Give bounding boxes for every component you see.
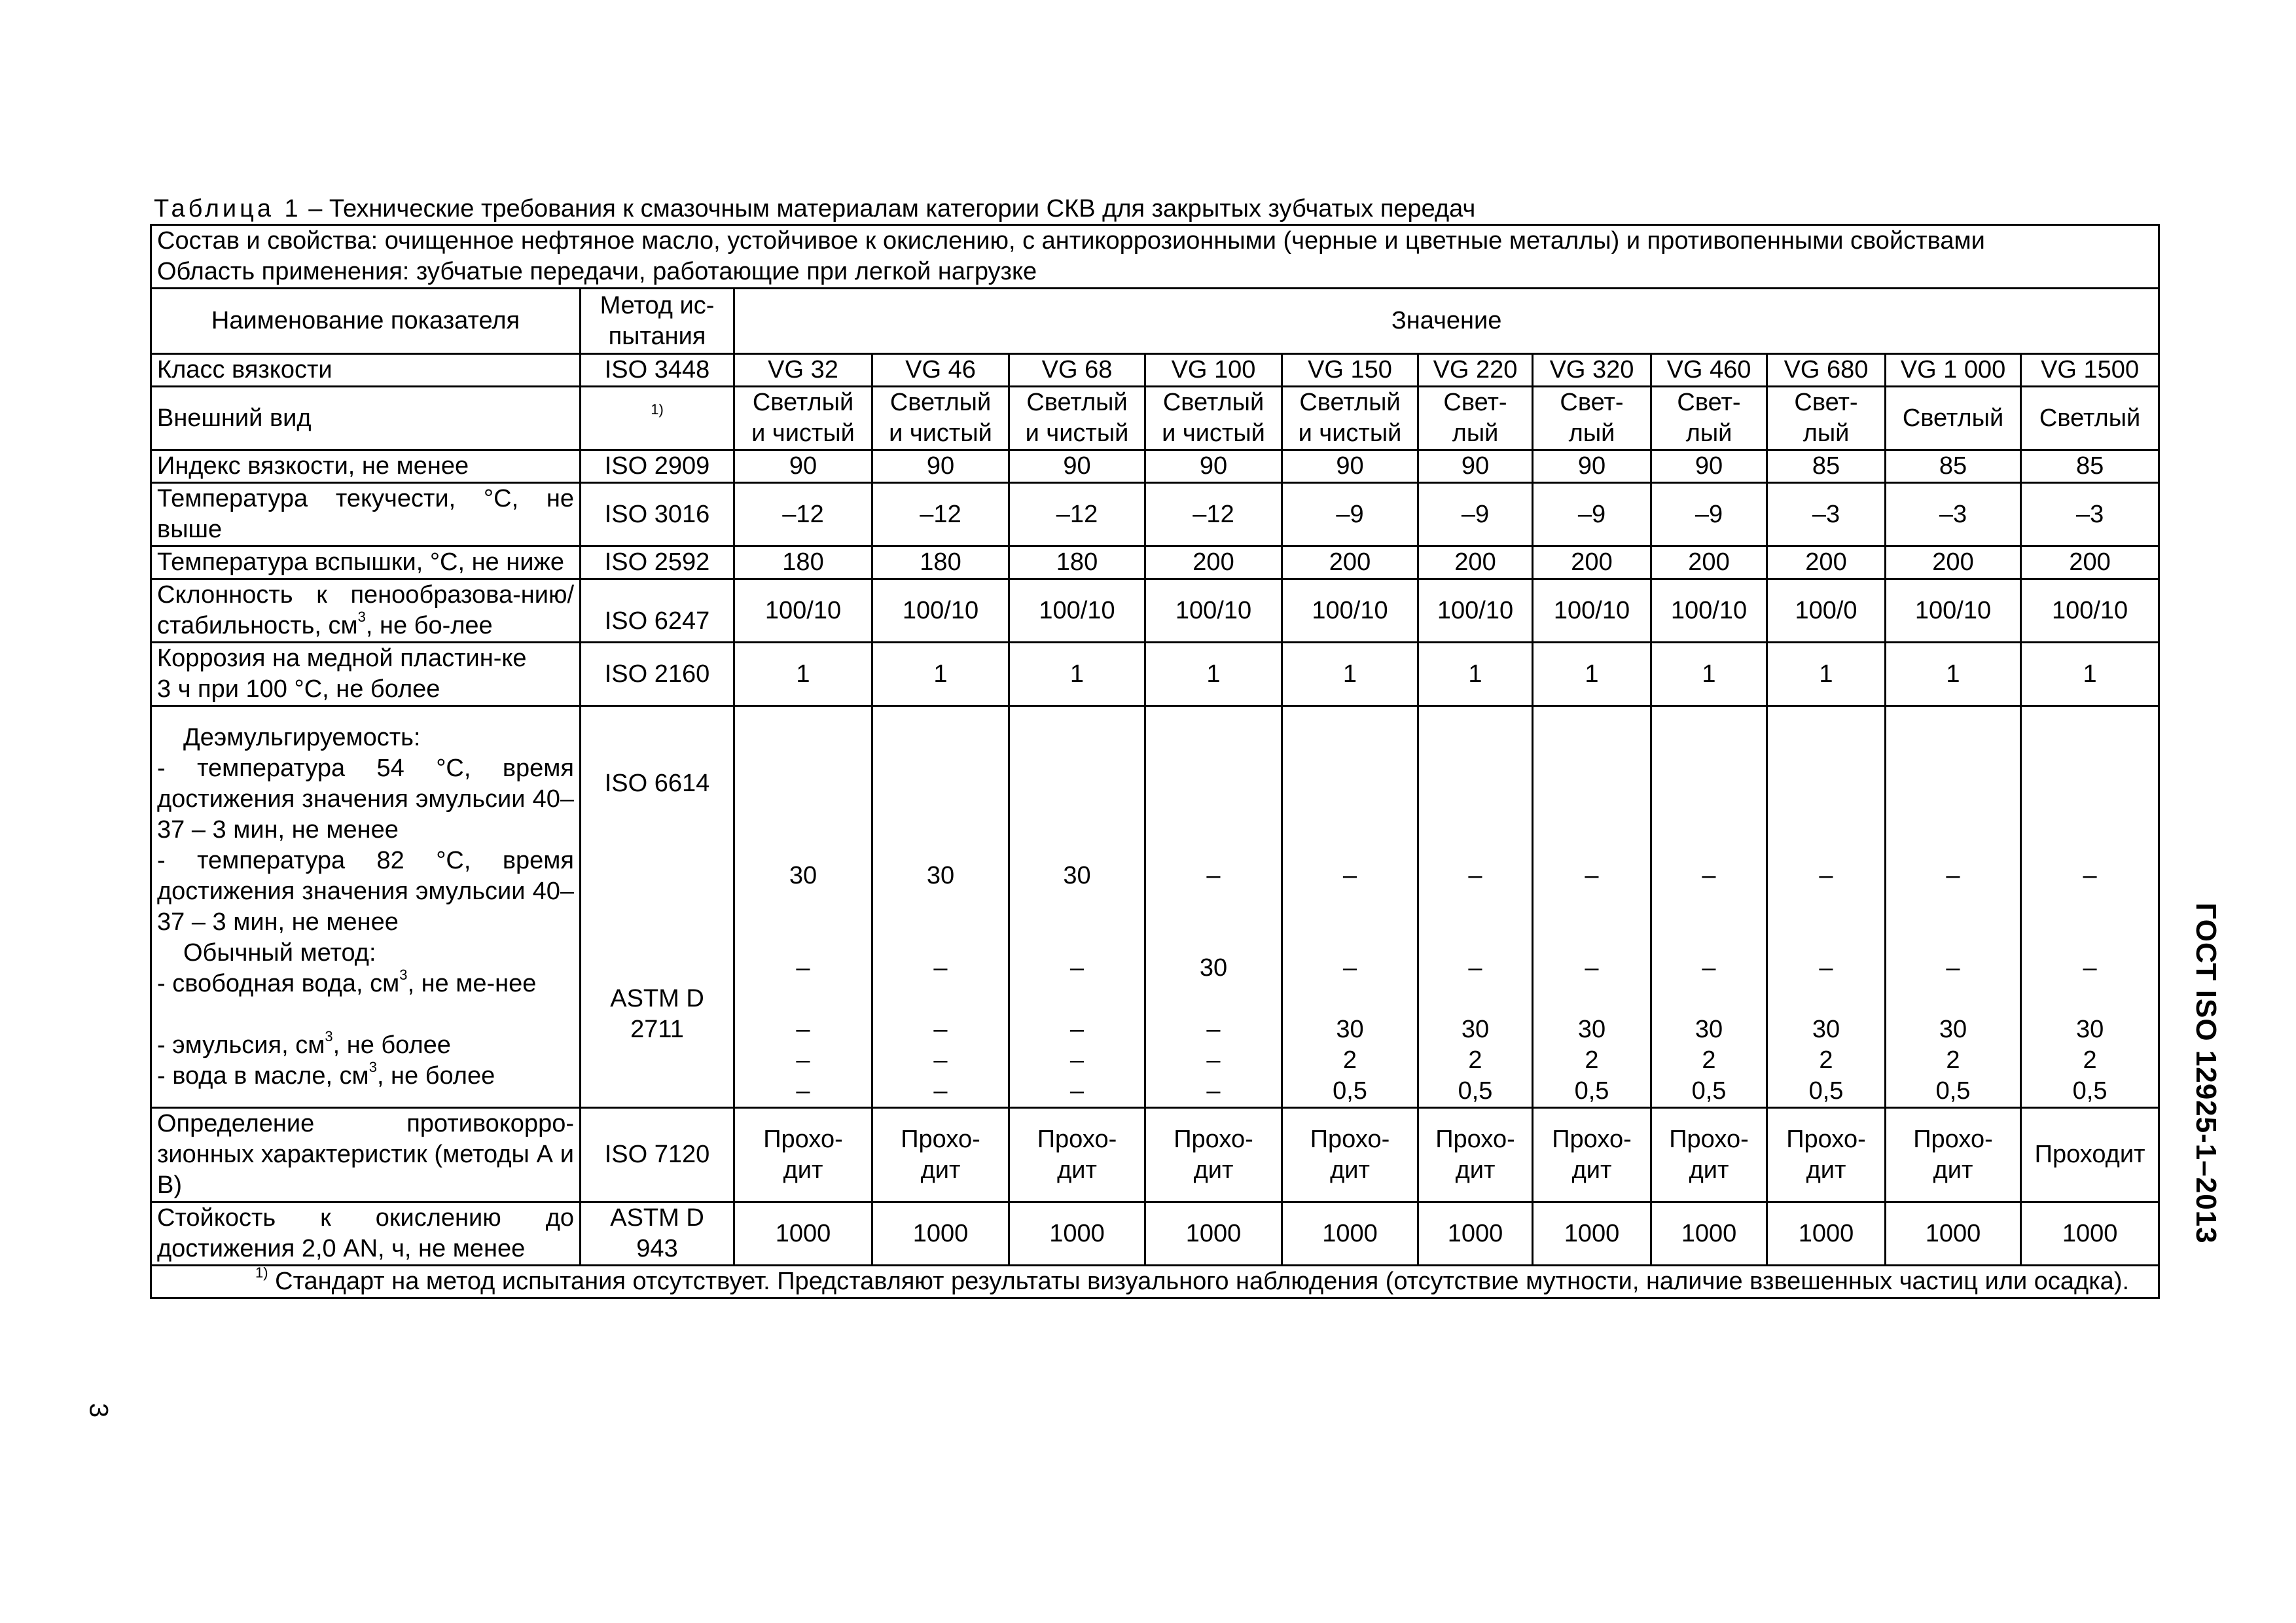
footnote-cell — [151, 1266, 2159, 1298]
demul-value: 30 — [1336, 1016, 1364, 1043]
unit-sup: 3 — [325, 1027, 333, 1044]
row-demulsibility — [151, 706, 2159, 1108]
row-method: ISO 2160 — [581, 643, 734, 706]
value-cell: –3 — [1767, 483, 1886, 546]
value-cell — [1533, 706, 1651, 1108]
value-cell: 100/10 — [1533, 579, 1651, 643]
demul-value: – — [1585, 862, 1599, 889]
row-method: ISO 3448 — [581, 354, 734, 387]
value-cell: Светлый — [1886, 387, 2021, 450]
value-cell: 100/10 — [1418, 579, 1533, 643]
value-cell: –12 — [1145, 483, 1282, 546]
standard-designation-text: ГОСТ ISO 12925-1–2013 — [2190, 902, 2222, 1244]
demul-sub2: - температура 82 °С, время достижения значения эмульсии 40–37 – 3 мин, не менее — [157, 846, 574, 936]
value-cell: –3 — [2021, 483, 2159, 546]
page-number — [79, 1391, 118, 1430]
row-method: ASTM D 943 — [581, 1202, 734, 1266]
demul-value: – — [933, 1046, 948, 1074]
header-value: Значение — [734, 289, 2159, 354]
demul-value: 0,5 — [1808, 1077, 1844, 1105]
demul-value: – — [1819, 862, 1833, 889]
value-cell: VG 1500 — [2021, 354, 2159, 387]
value-cell — [1282, 706, 1418, 1108]
value-cell: 90 — [1282, 450, 1418, 483]
value-cell: –12 — [872, 483, 1009, 546]
row-anticorrosion — [151, 1108, 2159, 1202]
value-cell: VG 220 — [1418, 354, 1533, 387]
demul-value: 30 — [789, 862, 817, 889]
demul-value: 2 — [1702, 1046, 1716, 1074]
row-name: Внешний вид — [151, 387, 581, 450]
value-cell: Прохо- дит — [1418, 1108, 1533, 1202]
demul-value: – — [796, 1046, 810, 1074]
row-viscosity-index — [151, 450, 2159, 483]
value-cell: –9 — [1282, 483, 1418, 546]
demul-value: 2 — [1819, 1046, 1833, 1074]
value-cell: Прохо- дит — [1533, 1108, 1651, 1202]
demul-value: – — [1342, 954, 1357, 982]
demul-value: 30 — [1812, 1016, 1840, 1043]
value-cell: 100/0 — [1767, 579, 1886, 643]
demul-sub1: - температура 54 °С, время достижения значения эмульсии 40–37 – 3 мин, не менее — [157, 754, 574, 844]
row-method: ISO 3016 — [581, 483, 734, 546]
value-cell: 90 — [872, 450, 1009, 483]
value-cell: 200 — [1282, 546, 1418, 579]
demul-value: 0,5 — [2072, 1077, 2108, 1105]
value-cell: –9 — [1651, 483, 1767, 546]
demul-value: 2 — [1946, 1046, 1960, 1074]
demul-value: – — [2083, 862, 2097, 889]
water-in-oil-a: - вода в масле, см — [157, 1061, 369, 1090]
demul-value: 30 — [1939, 1016, 1967, 1043]
value-cell: VG 320 — [1533, 354, 1651, 387]
value-cell — [734, 706, 872, 1108]
demul-value: – — [1946, 862, 1960, 889]
demul-value: – — [1206, 1077, 1221, 1105]
unit-sup: 3 — [357, 609, 366, 626]
value-cell: VG 32 — [734, 354, 872, 387]
value-cell: Прохо- дит — [1009, 1108, 1145, 1202]
value-cell: Свет- лый — [1651, 387, 1767, 450]
footnote-ref: 1) — [651, 401, 664, 418]
row-name: Температура текучести, °С, не выше — [151, 483, 581, 546]
row-method: ISO 2592 — [581, 546, 734, 579]
row-name: Определение противокорро-зионных характеристик (методы А и В) — [151, 1108, 581, 1202]
value-cell: Светлый и чистый — [872, 387, 1009, 450]
unit-sup: 3 — [399, 966, 408, 983]
demul-value: – — [1946, 954, 1960, 982]
value-cell: VG 100 — [1145, 354, 1282, 387]
value-cell: 1000 — [1145, 1202, 1282, 1266]
value-cell: 180 — [1009, 546, 1145, 579]
value-cell: Прохо- дит — [1145, 1108, 1282, 1202]
value-cell: Светлый и чистый — [1145, 387, 1282, 450]
value-cell: –3 — [1886, 483, 2021, 546]
header-method: Метод ис- пытания — [581, 289, 734, 354]
value-cell: VG 680 — [1767, 354, 1886, 387]
value-cell: 90 — [1145, 450, 1282, 483]
demul-value: – — [1468, 862, 1482, 889]
value-cell: 1000 — [1767, 1202, 1886, 1266]
row-method: ISO 2909 — [581, 450, 734, 483]
value-cell: 1 — [1533, 643, 1651, 706]
value-cell: 200 — [1767, 546, 1886, 579]
value-cell: Светлый и чистый — [734, 387, 872, 450]
value-cell: 1 — [2021, 643, 2159, 706]
value-cell: 90 — [1418, 450, 1533, 483]
value-cell: 180 — [872, 546, 1009, 579]
value-cell: Свет- лый — [1767, 387, 1886, 450]
demul-value: – — [1819, 954, 1833, 982]
row-flash-point — [151, 546, 2159, 579]
row-method-note — [581, 387, 734, 450]
emulsion-b: , не более — [332, 1031, 451, 1059]
demul-value: 0,5 — [1574, 1077, 1609, 1105]
row-oxidation — [151, 1202, 2159, 1266]
row-name-a: Коррозия на медной пластин-ке — [157, 645, 527, 672]
value-cell: Прохо- дит — [1767, 1108, 1886, 1202]
value-cell: 1 — [1767, 643, 1886, 706]
value-cell: –9 — [1418, 483, 1533, 546]
demul-value: 30 — [1577, 1016, 1606, 1043]
demul-value: 30 — [1695, 1016, 1723, 1043]
demul-value: – — [1342, 862, 1357, 889]
unit-sup: 3 — [368, 1058, 377, 1075]
value-cell: 1000 — [1282, 1202, 1418, 1266]
value-cell: –12 — [734, 483, 872, 546]
page-number-text: 3 — [84, 1402, 113, 1418]
demul-value: – — [1585, 954, 1599, 982]
value-cell — [1418, 706, 1533, 1108]
value-cell: 85 — [1767, 450, 1886, 483]
row-name-a: Склонность к пенообразова-нию/ стабильность, см — [157, 581, 574, 639]
row-viscosity-class — [151, 354, 2159, 387]
demul-method-2: ASTM D 2711 — [610, 985, 704, 1043]
value-cell: 1000 — [734, 1202, 872, 1266]
demul-value: – — [1069, 1016, 1085, 1043]
demul-value: – — [796, 954, 810, 982]
value-cell: 1 — [1651, 643, 1767, 706]
demul-value: – — [1069, 954, 1085, 982]
demul-value: – — [796, 1016, 810, 1043]
row-name-b: , не бо-лее — [365, 612, 493, 639]
demul-value: 30 — [1461, 1016, 1490, 1043]
demul-value: 30 — [2075, 1016, 2104, 1043]
value-cell: 90 — [1651, 450, 1767, 483]
value-cell: Свет- лый — [1418, 387, 1533, 450]
demul-value: 0,5 — [1458, 1077, 1493, 1105]
value-cell — [1886, 706, 2021, 1108]
demul-title: Деэмульгируемость: — [183, 723, 421, 751]
demul-value: 2 — [2083, 1046, 2097, 1074]
value-cell: Светлый и чистый — [1282, 387, 1418, 450]
value-cell: 200 — [1418, 546, 1533, 579]
value-cell: 1 — [1418, 643, 1533, 706]
row-name-b: 3 ч при 100 °С, не более — [157, 675, 440, 703]
demul-value: – — [1468, 954, 1482, 982]
demul-value: – — [933, 1016, 948, 1043]
demul-value: 0,5 — [1333, 1077, 1367, 1105]
row-method: ISO 7120 — [581, 1108, 734, 1202]
value-cell: 1 — [1886, 643, 2021, 706]
composition-text: Состав и свойства: очищенное нефтяное масло, устойчивое к окислению, с антикоррозионными (черные и цветные металлы) и противопенными свойствами — [157, 227, 1985, 255]
value-cell: VG 150 — [1282, 354, 1418, 387]
value-cell: Прохо- дит — [734, 1108, 872, 1202]
demul-value: – — [933, 1077, 948, 1105]
value-cell: Светлый и чистый — [1009, 387, 1145, 450]
value-cell: Прохо- дит — [1886, 1108, 2021, 1202]
demul-value: 2 — [1342, 1046, 1357, 1074]
demul-value: 2 — [1468, 1046, 1482, 1074]
demul-free-water — [157, 966, 574, 1030]
standard-designation — [2173, 902, 2238, 1244]
row-foaming — [151, 579, 2159, 643]
value-cell: 100/10 — [1009, 579, 1145, 643]
row-method: ISO 6247 — [581, 579, 734, 643]
spec-table — [150, 224, 2160, 1299]
value-cell: 90 — [1009, 450, 1145, 483]
value-cell: 100/10 — [1886, 579, 2021, 643]
demul-value: – — [1702, 862, 1716, 889]
row-name: Температура вспышки, °С, не ниже — [151, 546, 581, 579]
value-cell — [1009, 706, 1145, 1108]
row-method — [581, 706, 734, 1108]
row-name — [151, 706, 581, 1108]
footnote-text: Стандарт на метод испытания отсутствует. Представляют результаты визуального наблюдения (отсутствие мутности, наличие взвешенных частиц или осадка). — [268, 1268, 2130, 1295]
demul-value: – — [2083, 954, 2097, 982]
value-cell — [2021, 706, 2159, 1108]
demul-value: 30 — [1063, 862, 1091, 889]
demul-value: – — [1206, 1016, 1221, 1043]
value-cell: 1 — [1009, 643, 1145, 706]
footnote-row — [151, 1266, 2159, 1298]
value-cell: 200 — [1145, 546, 1282, 579]
value-cell: Проходит — [2021, 1108, 2159, 1202]
demul-value: 0,5 — [1691, 1077, 1727, 1105]
value-cell: Свет- лый — [1533, 387, 1651, 450]
application-text: Область применения: зубчатые передачи, работающие при легкой нагрузке — [157, 258, 1037, 285]
demul-value: 2 — [1585, 1046, 1599, 1074]
value-cell — [1145, 706, 1282, 1108]
footnote-mark: 1) — [255, 1264, 268, 1281]
demul-value: – — [796, 1077, 810, 1105]
value-cell — [1767, 706, 1886, 1108]
value-cell: 1 — [1145, 643, 1282, 706]
value-cell: 1 — [734, 643, 872, 706]
value-cell: 100/10 — [734, 579, 872, 643]
row-name: Индекс вязкости, не менее — [151, 450, 581, 483]
value-cell: VG 68 — [1009, 354, 1145, 387]
value-cell: 1000 — [1009, 1202, 1145, 1266]
header-name: Наименование показателя — [151, 289, 581, 354]
value-cell: –12 — [1009, 483, 1145, 546]
intro-row — [151, 225, 2159, 289]
value-cell: 100/10 — [1282, 579, 1418, 643]
value-cell: –9 — [1533, 483, 1651, 546]
demul-water-in-oil — [157, 1058, 574, 1092]
demul-value: 30 — [1199, 954, 1228, 982]
intro-cell — [151, 225, 2159, 289]
demul-value: – — [1069, 1077, 1085, 1105]
value-cell: 100/10 — [872, 579, 1009, 643]
value-cell: 1000 — [872, 1202, 1009, 1266]
demul-value: 30 — [926, 862, 955, 889]
demul-value: – — [1702, 954, 1716, 982]
value-cell: VG 460 — [1651, 354, 1767, 387]
value-cell: VG 1 000 — [1886, 354, 2021, 387]
value-cell: 1000 — [1651, 1202, 1767, 1266]
demul-value: 0,5 — [1935, 1077, 1971, 1105]
demul-value: – — [1069, 1046, 1085, 1074]
value-cell: Прохо- дит — [1651, 1108, 1767, 1202]
value-cell: 100/10 — [2021, 579, 2159, 643]
row-pour-point — [151, 483, 2159, 546]
free-water-b: , не ме-нее — [407, 969, 537, 997]
demul-method-1: ISO 6614 — [604, 770, 710, 797]
value-cell: VG 46 — [872, 354, 1009, 387]
value-cell: 180 — [734, 546, 872, 579]
header-row — [151, 289, 2159, 354]
value-cell: 1000 — [1418, 1202, 1533, 1266]
row-name: Стойкость к окислению до достижения 2,0 AN, ч, не менее — [151, 1202, 581, 1266]
value-cell: 200 — [1533, 546, 1651, 579]
value-cell: 100/10 — [1651, 579, 1767, 643]
value-cell: 200 — [2021, 546, 2159, 579]
value-cell: Прохо- дит — [1282, 1108, 1418, 1202]
water-in-oil-b: , не более — [376, 1061, 495, 1090]
value-cell — [1651, 706, 1767, 1108]
row-appearance — [151, 387, 2159, 450]
free-water-a: - свободная вода, см — [157, 969, 400, 997]
value-cell: 1 — [1282, 643, 1418, 706]
table-caption — [154, 194, 1475, 224]
value-cell: 1000 — [1886, 1202, 2021, 1266]
emulsion-a: - эмульсия, см — [157, 1031, 325, 1059]
value-cell: 90 — [734, 450, 872, 483]
value-cell: 1 — [872, 643, 1009, 706]
value-cell: Светлый — [2021, 387, 2159, 450]
row-copper-corrosion — [151, 643, 2159, 706]
row-name: Класс вязкости — [151, 354, 581, 387]
value-cell — [872, 706, 1009, 1108]
value-cell: Прохо- дит — [872, 1108, 1009, 1202]
demul-value: – — [933, 954, 948, 982]
demul-emulsion — [157, 1027, 574, 1061]
value-cell: 85 — [1886, 450, 2021, 483]
value-cell: 1000 — [2021, 1202, 2159, 1266]
value-cell: 1000 — [1533, 1202, 1651, 1266]
demul-usual: Обычный метод: — [183, 938, 376, 967]
value-cell: 100/10 — [1145, 579, 1282, 643]
row-name — [151, 643, 581, 706]
value-cell: 200 — [1651, 546, 1767, 579]
value-cell: 90 — [1533, 450, 1651, 483]
caption-lead: Таблица 1 — [154, 195, 302, 223]
demul-value: – — [1206, 862, 1221, 889]
row-name — [151, 579, 581, 643]
value-cell: 200 — [1886, 546, 2021, 579]
demul-value: – — [1206, 1046, 1221, 1074]
value-cell: 85 — [2021, 450, 2159, 483]
caption-text: – Технические требования к смазочным материалам категории СКВ для закрытых зубчатых передач — [301, 195, 1476, 223]
